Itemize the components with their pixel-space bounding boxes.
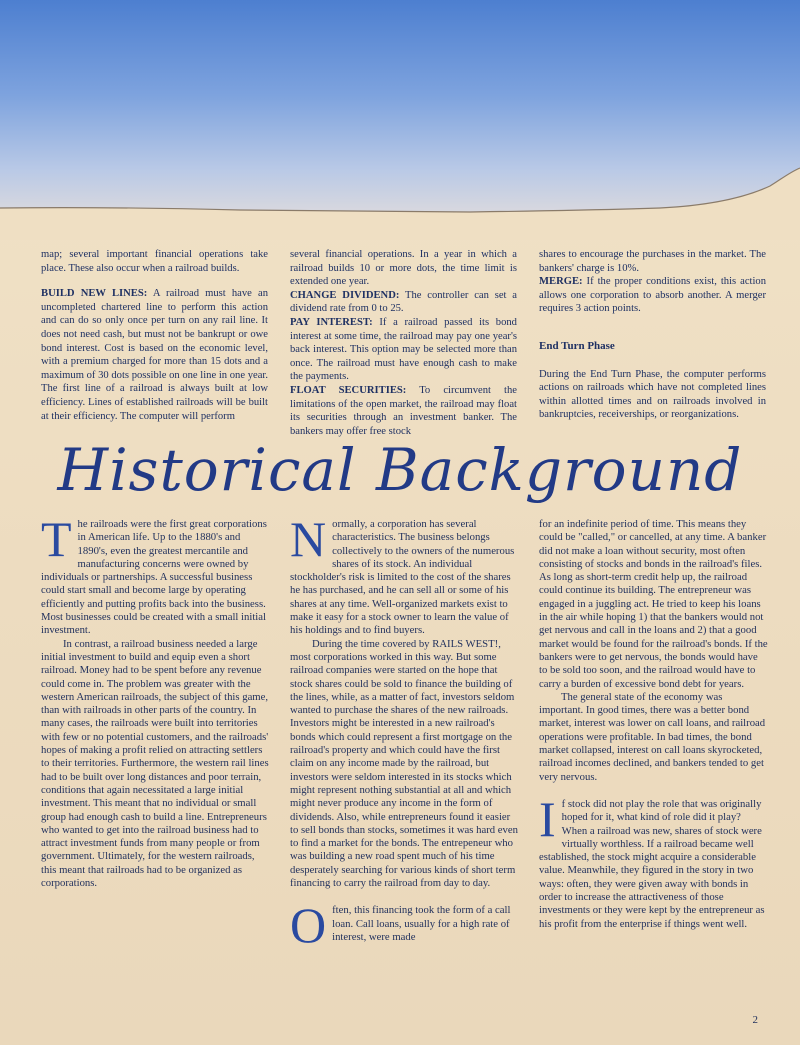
- sky-illustration: [0, 0, 800, 240]
- term-float-securities: FLOAT SECURITIES:: [290, 384, 407, 396]
- rules-section: [41, 248, 766, 438]
- paragraph-text: ften, this financing took the form of a call loan. Call loans, usually for a high rate of interest, were made: [332, 904, 511, 943]
- drop-cap: T: [41, 511, 72, 567]
- paragraph: [539, 275, 766, 316]
- paragraph-text: f stock did not play the role that was originally hoped for it, what kind of role did it play? When a railroad was new, shares of stock were virtually worthless. If a railroad became well established, the stock might acquire a considerable value. Meanwhile, they figured in the story in two ways: often, they were given away with bonds in order to increase the attractiveness of those investments or they were kept by the entrepreneur as his profit from the enterprise if things went well.: [539, 797, 765, 930]
- paragraph: [41, 287, 268, 423]
- section-heading-end-turn: End Turn Phase: [539, 339, 615, 352]
- paragraph: [41, 511, 270, 638]
- paragraph: [290, 289, 517, 316]
- history-column-2: [290, 511, 519, 954]
- paragraph: map; several important financial operations take place. These also occur when a railroad builds.: [41, 249, 268, 274]
- title-text: Historical Background: [57, 436, 743, 504]
- paragraph: for an indefinite period of time. This means they could be "called," or cancelled, at any time. A banker did not make a loan without security, most often consisting of stocks and bonds in the railroad's files. As long as short-term credit help up, the railroad could continue its building. The entrepreneur was engaged in a juggling act. He tried to keep his loans in the air while hoping 1) that the bankers would not get nervous and call in the loans and 2) that a good market would be found for the railroad's bonds. If the bankers were to get nervous, the bonds would have to be sold too soon, and the railroad would have to carry a burden of excessive bond debt for years.: [539, 518, 768, 690]
- rules-column-3: [539, 248, 766, 438]
- history-column-3: [539, 518, 768, 944]
- drop-cap: I: [539, 790, 556, 847]
- term-pay-interest: PAY INTEREST:: [290, 316, 373, 328]
- paragraph: During the End Turn Phase, the computer performs actions on railroads which have not completed lines within allotted times and on railroads involved in bankruptcies, receiverships, or reorganizations.: [539, 368, 766, 421]
- paragraph: The general state of the economy was important. In good times, there was a better bond market, interest was lower on call loans, and railroad operations were profitable. In bad times, the bond market collapsed, interest on call loans skyrocketed, railroad incomes declined, and bankers tended to get very nervous.: [539, 690, 766, 783]
- paragraph: [290, 511, 519, 638]
- paragraph: several financial operations. In a year in which a railroad builds 10 or more dots, the time limit is extended one year.: [290, 249, 517, 288]
- paragraph: [290, 897, 519, 954]
- rules-column-2: [290, 248, 517, 438]
- section-title: [0, 436, 800, 504]
- rules-column-1: [41, 248, 268, 438]
- history-column-1: [41, 511, 270, 944]
- paragraph-text: he railroads were the first great corporations in American life. Up to the 1880's and 1890's, even the greatest mercantile and manufacturing concerns were owned by individuals or partnerships. A successful business could start small and become large by operating efficiently and putting profits back into the business. Most businesses could be created with a small initial investment.: [41, 518, 267, 637]
- drop-cap: N: [290, 511, 327, 567]
- page-number: 2: [752, 1014, 758, 1026]
- paragraph: shares to encourage the purchases in the market. The bankers' charge is 10%.: [539, 249, 766, 274]
- term-text: To circumvent the limitations of the open market, the railroad may float its securities through an investment banker. The bankers may offer free stock: [290, 384, 517, 437]
- paragraph: [290, 316, 517, 384]
- paragraph: [290, 384, 517, 438]
- term-text: If the proper conditions exist, this action allows one corporation to absorb another. A merger requires 3 action points.: [539, 276, 766, 315]
- paragraph: During the time covered by RAILS WEST!, most corporations worked in this way. But some railroad companies were started on the hope that stock shares could be sold to finance the building of the lines, while, as a matter of fact, investors seldom wanted to purchase the shares of the new railroads. Investors might be interested in a new railroad's bonds which could represent a first mortgage on the railroad's property and which could have the first claim on any income made by the railroad, but investors were seldom interested in its stocks which might represent nothing substantial at all and which might never produce any income in the form of dividends. Also, while entrepreneurs found it easier to sell bonds than stocks, sometimes it was hard even to find a market for the bonds. The entrepeneur who was building a new road spent much of his time desperately searching for various kinds of short term financing to carry the railroad from day to day.: [290, 637, 518, 890]
- drop-cap: O: [290, 897, 327, 954]
- term-build-new-lines: BUILD NEW LINES:: [41, 288, 148, 300]
- term-text: The controller can set a dividend rate from 0 to 25.: [290, 289, 517, 315]
- term-merge: MERGE:: [539, 276, 583, 288]
- paragraph: [539, 790, 768, 931]
- term-text: If a railroad passed its bond interest at some time, the railroad may pay one year's back interest. This option may be selected more than once. The railroad must have enough cash to make the payments.: [290, 316, 517, 383]
- term-text: A railroad must have an uncompleted chartered line to perform this action and can do so only once per turn on any rail line. It does not need cash, but must not be bankrupt or owe bond interest. Cost is based on the economic level, with a premium charged for more than 15 dots and a maximum of 30 dots possible on one line in one year. The first line of a railroad is always built at low efficiency. Lines of established railroads will be built at their efficiency. The computer will perform: [41, 288, 268, 422]
- paragraph: In contrast, a railroad business needed a large initial investment to build and equip even a short railroad. Money had to be spent before any revenue could come in. The problem was greater with the western American railroads, the subject of this game, than with railroads in other parts of the country. In many cases, the railroads were built into territories with few or no potential customers, and the railroads' hopes of making a profit relied on attracting settlers to their territories. Furthermore, the western rail lines had to be built over long distances and poor terrain, conditions that again necessitated a large initial investment. This meant that no individual or small group had enough cash to build a line. Entrepreneurs who wanted to get into the railroad business had to attract investment funds from many people or from government. Ultimately, for the western railroads, this meant that railroads had to be organized as corporations.: [41, 637, 269, 890]
- paragraph-text: ormally, a corporation has several characteristics. The business belongs collectively to the owners of the numerous shares of its stock. An individual stockholder's risk is limited to the cost of the shares he has purchased, and he can sell all or some of his shares at any time. Well-organized markets exist to make it easy for a stock owner to learn the value of his holdings and to find buyers.: [290, 518, 515, 637]
- term-change-dividend: CHANGE DIVIDEND:: [290, 289, 400, 301]
- history-section: [41, 511, 769, 954]
